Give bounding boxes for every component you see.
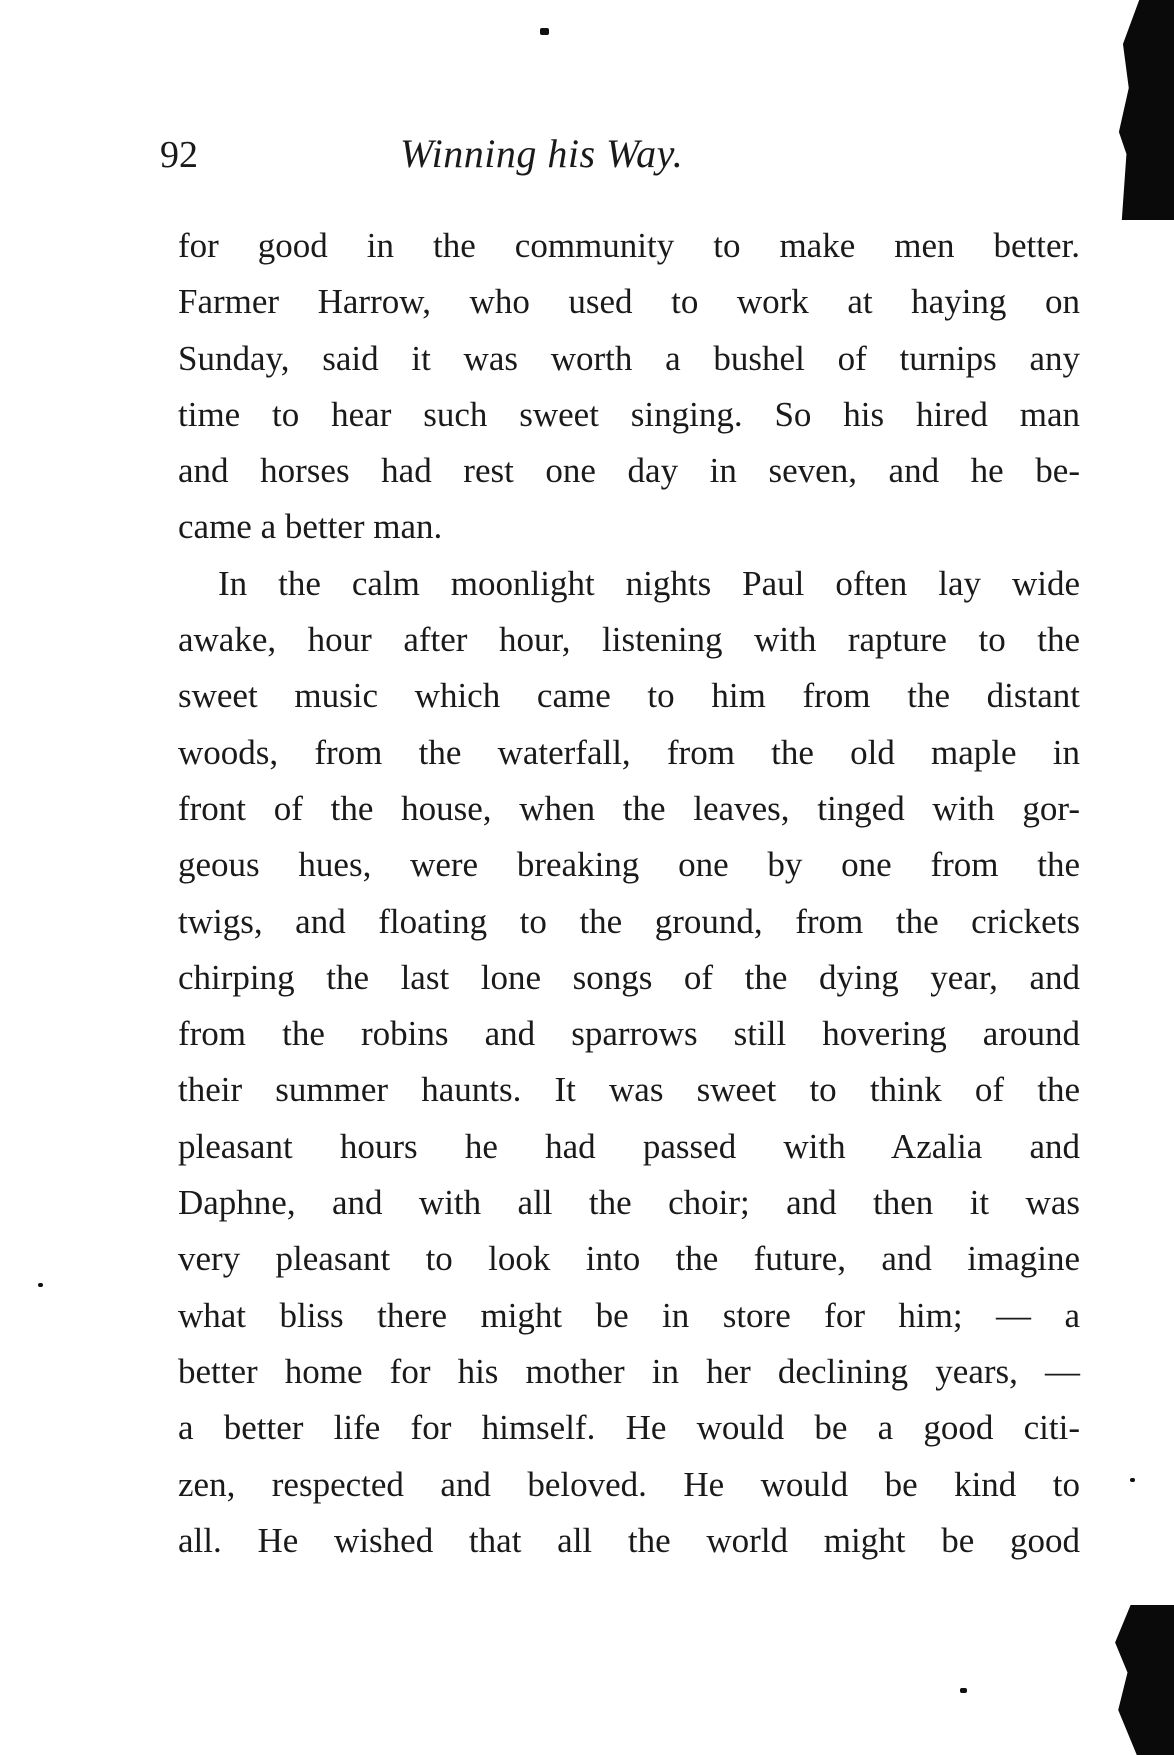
text-line: time to hear such sweet singing. So his hired man	[178, 394, 1080, 434]
text-line: Daphne, and with all the choir; and then it was	[178, 1183, 1080, 1223]
scan-speck	[38, 1283, 43, 1287]
text-line: sweet music which came to him from the distant	[178, 676, 1080, 716]
text-line: for good in the community to make men better.	[178, 226, 1080, 265]
scan-speck	[1130, 1478, 1135, 1482]
paragraph-1	[178, 218, 1080, 556]
scan-speck	[540, 28, 549, 35]
text-line: pleasant hours he had passed with Azalia and	[178, 1126, 1080, 1166]
text-line: very pleasant to look into the future, and imagine	[178, 1239, 1080, 1279]
text-line: twigs, and floating to the ground, from the crickets	[178, 901, 1080, 941]
body-text	[178, 218, 1080, 1569]
running-head	[160, 128, 820, 188]
text-line: all. He wished that all the world might be good	[178, 1520, 1080, 1560]
running-title: Winning his Way.	[400, 131, 684, 176]
text-line: In the calm moonlight nights Paul often lay wide	[218, 563, 1080, 603]
text-line: woods, from the waterfall, from the old maple in	[178, 732, 1080, 772]
text-line: a better life for himself. He would be a good citi-	[178, 1408, 1080, 1448]
page-number: 92	[160, 134, 198, 176]
text-line: what bliss there might be in store for him; — a	[178, 1295, 1080, 1335]
text-line: better home for his mother in her declining years, —	[178, 1351, 1080, 1391]
scan-edge-shadow-top	[1116, 0, 1174, 220]
text-line: Sunday, said it was worth a bushel of turnips any	[178, 338, 1080, 378]
text-line: came a better man.	[178, 507, 443, 547]
text-line: front of the house, when the leaves, tinged with gor-	[178, 788, 1080, 828]
text-line: zen, respected and beloved. He would be kind to	[178, 1464, 1080, 1504]
text-line: and horses had rest one day in seven, and he be-	[178, 451, 1080, 491]
text-line: Farmer Harrow, who used to work at haying on	[178, 282, 1080, 322]
text-line: their summer haunts. It was sweet to think of the	[178, 1070, 1080, 1110]
paragraph-2	[178, 556, 1080, 1569]
scan-speck	[960, 1688, 967, 1693]
text-line: geous hues, were breaking one by one from the	[178, 845, 1080, 885]
text-line: chirping the last lone songs of the dying year, and	[178, 957, 1080, 997]
text-line: from the robins and sparrows still hovering around	[178, 1014, 1080, 1054]
text-line: awake, hour after hour, listening with rapture to the	[178, 620, 1080, 660]
scan-edge-shadow-bottom	[1112, 1605, 1174, 1755]
